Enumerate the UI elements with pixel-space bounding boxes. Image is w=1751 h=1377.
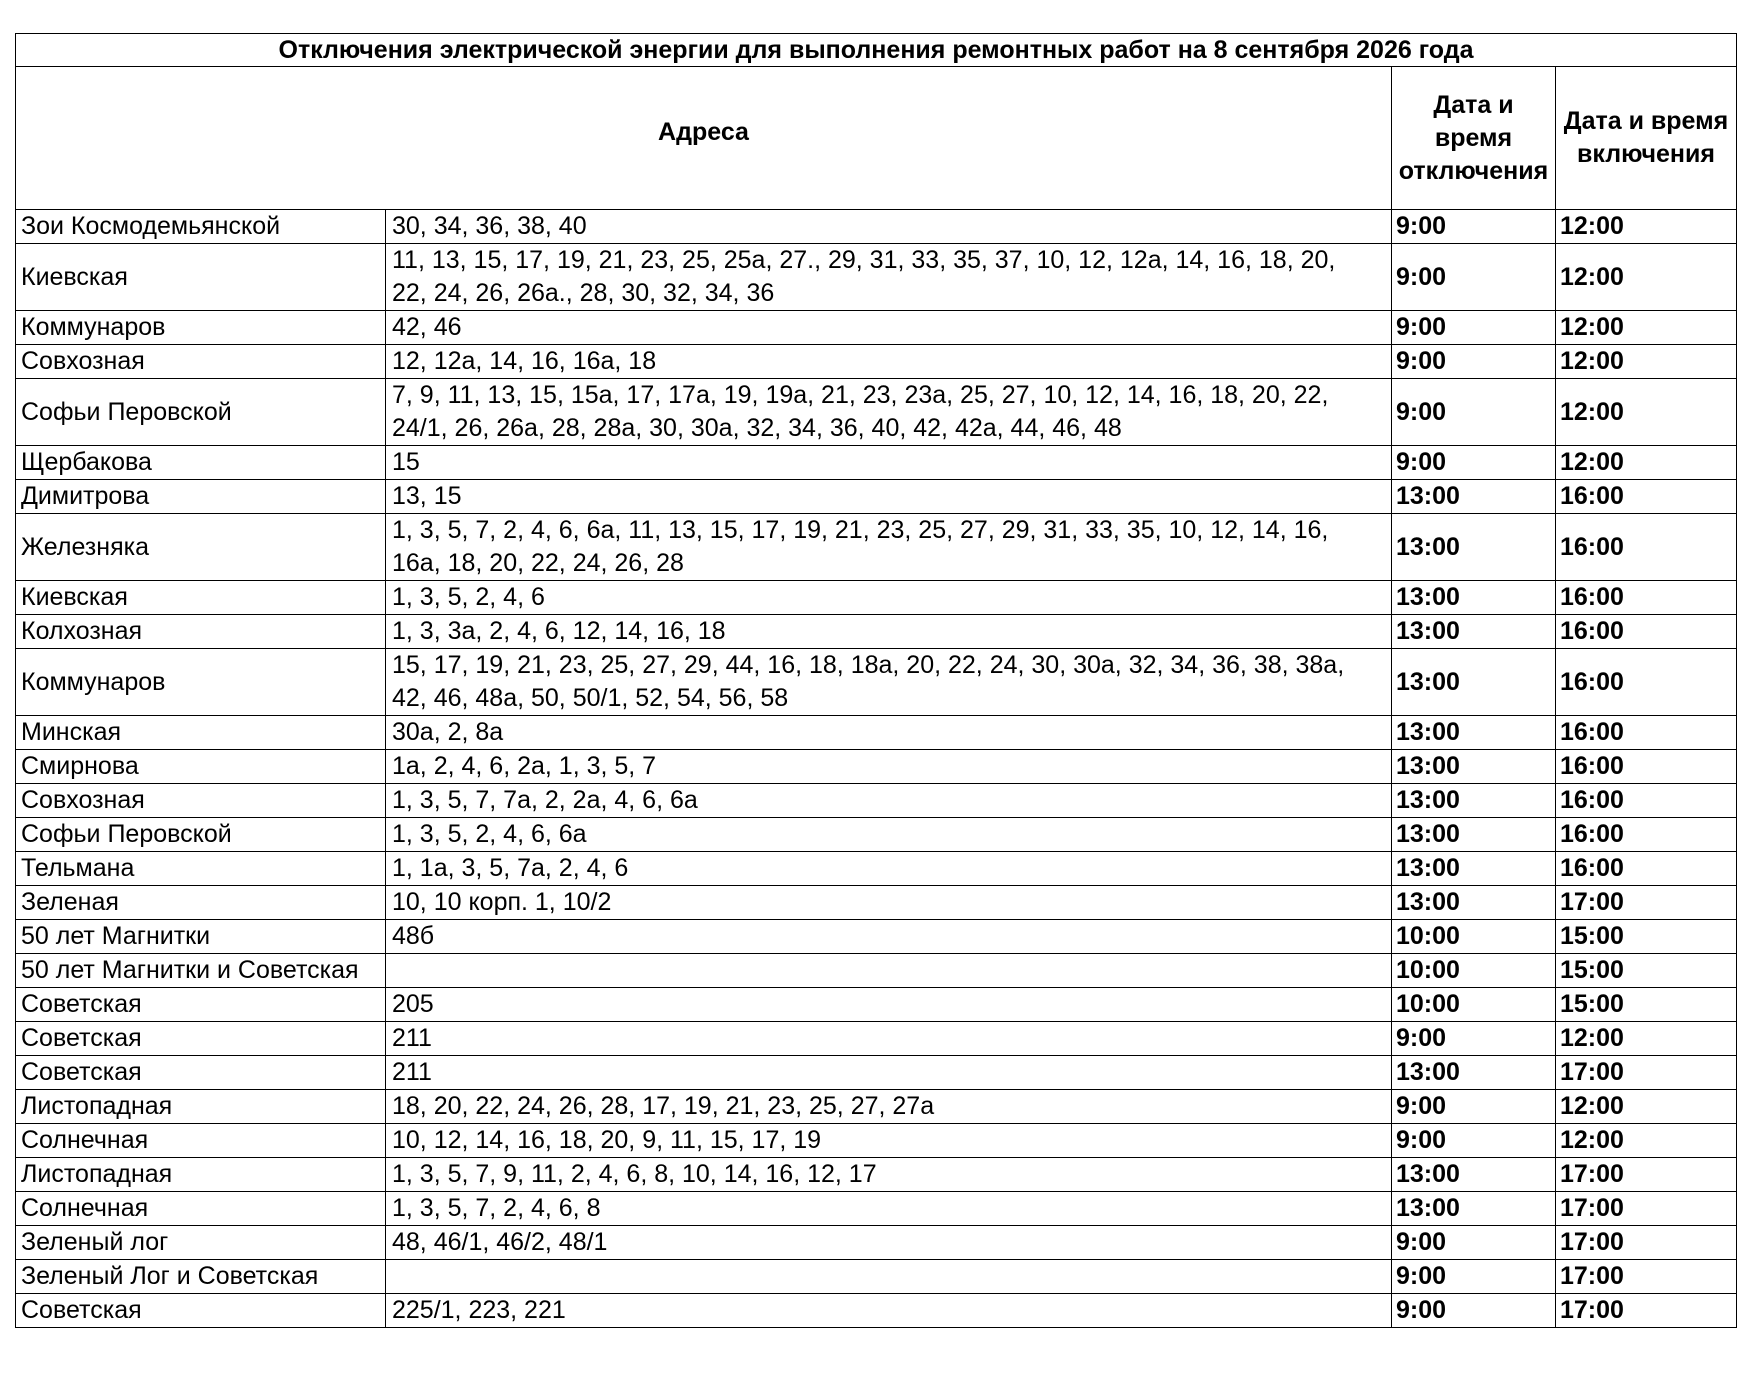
table-row (16, 311, 1737, 345)
street-cell: Зеленый лог (16, 1226, 386, 1260)
street-cell: Солнечная (16, 1192, 386, 1226)
header-off-time: Дата и время отключения (1392, 67, 1556, 210)
off-time-cell: 10:00 (1392, 988, 1556, 1022)
table-row (16, 750, 1737, 784)
off-time-cell: 10:00 (1392, 954, 1556, 988)
street-cell: Софьи Перовской (16, 818, 386, 852)
off-time-cell: 13:00 (1392, 1158, 1556, 1192)
off-time-cell: 13:00 (1392, 1056, 1556, 1090)
street-cell: Софьи Перовской (16, 379, 386, 446)
street-cell: Киевская (16, 244, 386, 311)
houses-cell: 10, 10 корп. 1, 10/2 (386, 886, 1392, 920)
houses-cell: 7, 9, 11, 13, 15, 15а, 17, 17а, 19, 19а, 21, 23, 23а, 25, 27, 10, 12, 14, 16, 18, 20, 22, 24/1, 26, 26а, 28, 28а, 30, 30а, 32, 34, 36, 40, 42, 42а, 44, 46, 48 (386, 379, 1392, 446)
houses-cell: 1, 1а, 3, 5, 7а, 2, 4, 6 (386, 852, 1392, 886)
houses-cell: 1, 3, 5, 2, 4, 6, 6а (386, 818, 1392, 852)
street-cell: Колхозная (16, 615, 386, 649)
street-cell: Киевская (16, 581, 386, 615)
on-time-cell: 15:00 (1556, 988, 1737, 1022)
on-time-cell: 12:00 (1556, 1090, 1737, 1124)
houses-cell: 42, 46 (386, 311, 1392, 345)
off-time-cell: 9:00 (1392, 1090, 1556, 1124)
off-time-cell: 9:00 (1392, 1260, 1556, 1294)
street-cell: Щербакова (16, 446, 386, 480)
title-row (16, 34, 1737, 67)
street-cell: Листопадная (16, 1090, 386, 1124)
houses-cell: 11, 13, 15, 17, 19, 21, 23, 25, 25а, 27., 29, 31, 33, 35, 37, 10, 12, 12а, 14, 16, 18, 20, 22, 24, 26, 26а., 28, 30, 32, 34, 36 (386, 244, 1392, 311)
houses-cell: 10, 12, 14, 16, 18, 20, 9, 11, 15, 17, 19 (386, 1124, 1392, 1158)
on-time-cell: 17:00 (1556, 1226, 1737, 1260)
table-row (16, 615, 1737, 649)
houses-cell: 18, 20, 22, 24, 26, 28, 17, 19, 21, 23, 25, 27, 27а (386, 1090, 1392, 1124)
street-cell: Коммунаров (16, 649, 386, 716)
on-time-cell: 16:00 (1556, 649, 1737, 716)
table-row (16, 1294, 1737, 1328)
table-row (16, 1090, 1737, 1124)
street-cell: Смирнова (16, 750, 386, 784)
houses-cell: 48б (386, 920, 1392, 954)
off-time-cell: 9:00 (1392, 345, 1556, 379)
off-time-cell: 9:00 (1392, 1294, 1556, 1328)
table-row (16, 1124, 1737, 1158)
off-time-cell: 13:00 (1392, 750, 1556, 784)
off-time-cell: 9:00 (1392, 244, 1556, 311)
street-cell: Зои Космодемьянской (16, 210, 386, 244)
table-row (16, 1056, 1737, 1090)
table-body (16, 210, 1737, 1328)
on-time-cell: 12:00 (1556, 345, 1737, 379)
on-time-cell: 16:00 (1556, 852, 1737, 886)
table-row (16, 1226, 1737, 1260)
table-row (16, 920, 1737, 954)
off-time-cell: 13:00 (1392, 886, 1556, 920)
off-time-cell: 13:00 (1392, 581, 1556, 615)
houses-cell: 13, 15 (386, 480, 1392, 514)
street-cell: Советская (16, 1294, 386, 1328)
street-cell: Коммунаров (16, 311, 386, 345)
on-time-cell: 17:00 (1556, 1056, 1737, 1090)
on-time-cell: 16:00 (1556, 750, 1737, 784)
table-row (16, 886, 1737, 920)
street-cell: Советская (16, 988, 386, 1022)
off-time-cell: 13:00 (1392, 716, 1556, 750)
houses-cell: 1, 3, 5, 7, 2, 4, 6, 8 (386, 1192, 1392, 1226)
houses-cell: 12, 12а, 14, 16, 16а, 18 (386, 345, 1392, 379)
table-row (16, 379, 1737, 446)
on-time-cell: 17:00 (1556, 1260, 1737, 1294)
on-time-cell: 15:00 (1556, 920, 1737, 954)
houses-cell: 30а, 2, 8а (386, 716, 1392, 750)
table-row (16, 244, 1737, 311)
table-row (16, 649, 1737, 716)
street-cell: Минская (16, 716, 386, 750)
off-time-cell: 9:00 (1392, 1022, 1556, 1056)
off-time-cell: 9:00 (1392, 1226, 1556, 1260)
on-time-cell: 12:00 (1556, 379, 1737, 446)
street-cell: 50 лет Магнитки и Советская (16, 954, 386, 988)
document-title: Отключения электрической энергии для выполнения ремонтных работ на 8 сентября 2026 года (16, 34, 1737, 67)
table-row (16, 716, 1737, 750)
table-row (16, 514, 1737, 581)
on-time-cell: 12:00 (1556, 446, 1737, 480)
off-time-cell: 13:00 (1392, 480, 1556, 514)
table-row (16, 1158, 1737, 1192)
header-on-time: Дата и время включения (1556, 67, 1737, 210)
table-row (16, 1260, 1737, 1294)
houses-cell: 211 (386, 1056, 1392, 1090)
street-cell: Тельмана (16, 852, 386, 886)
outage-table (15, 33, 1737, 1328)
off-time-cell: 9:00 (1392, 379, 1556, 446)
on-time-cell: 16:00 (1556, 581, 1737, 615)
street-cell: 50 лет Магнитки (16, 920, 386, 954)
houses-cell (386, 954, 1392, 988)
off-time-cell: 13:00 (1392, 784, 1556, 818)
table-row (16, 852, 1737, 886)
on-time-cell: 16:00 (1556, 514, 1737, 581)
on-time-cell: 17:00 (1556, 1192, 1737, 1226)
houses-cell: 1, 3, 5, 2, 4, 6 (386, 581, 1392, 615)
on-time-cell: 12:00 (1556, 1022, 1737, 1056)
houses-cell: 1, 3, 5, 7, 7а, 2, 2а, 4, 6, 6а (386, 784, 1392, 818)
street-cell: Листопадная (16, 1158, 386, 1192)
houses-cell: 205 (386, 988, 1392, 1022)
on-time-cell: 12:00 (1556, 244, 1737, 311)
houses-cell: 211 (386, 1022, 1392, 1056)
off-time-cell: 9:00 (1392, 210, 1556, 244)
street-cell: Советская (16, 1022, 386, 1056)
table-row (16, 1022, 1737, 1056)
off-time-cell: 13:00 (1392, 1192, 1556, 1226)
on-time-cell: 17:00 (1556, 1158, 1737, 1192)
header-row (16, 67, 1737, 210)
street-cell: Солнечная (16, 1124, 386, 1158)
table-row (16, 480, 1737, 514)
off-time-cell: 13:00 (1392, 818, 1556, 852)
on-time-cell: 12:00 (1556, 210, 1737, 244)
on-time-cell: 16:00 (1556, 615, 1737, 649)
on-time-cell: 12:00 (1556, 311, 1737, 345)
off-time-cell: 13:00 (1392, 514, 1556, 581)
header-addresses: Адреса (16, 67, 1392, 210)
table-row (16, 581, 1737, 615)
table-row (16, 818, 1737, 852)
street-cell: Советская (16, 1056, 386, 1090)
on-time-cell: 12:00 (1556, 1124, 1737, 1158)
table-row (16, 210, 1737, 244)
street-cell: Совхозная (16, 345, 386, 379)
on-time-cell: 15:00 (1556, 954, 1737, 988)
street-cell: Железняка (16, 514, 386, 581)
street-cell: Зеленая (16, 886, 386, 920)
table-row (16, 1192, 1737, 1226)
off-time-cell: 9:00 (1392, 311, 1556, 345)
houses-cell: 1, 3, 3а, 2, 4, 6, 12, 14, 16, 18 (386, 615, 1392, 649)
houses-cell: 48, 46/1, 46/2, 48/1 (386, 1226, 1392, 1260)
on-time-cell: 16:00 (1556, 784, 1737, 818)
off-time-cell: 13:00 (1392, 852, 1556, 886)
houses-cell: 1, 3, 5, 7, 9, 11, 2, 4, 6, 8, 10, 14, 16, 12, 17 (386, 1158, 1392, 1192)
on-time-cell: 17:00 (1556, 886, 1737, 920)
houses-cell: 225/1, 223, 221 (386, 1294, 1392, 1328)
on-time-cell: 17:00 (1556, 1294, 1737, 1328)
table-row (16, 345, 1737, 379)
houses-cell: 15 (386, 446, 1392, 480)
off-time-cell: 9:00 (1392, 1124, 1556, 1158)
houses-cell: 1, 3, 5, 7, 2, 4, 6, 6а, 11, 13, 15, 17, 19, 21, 23, 25, 27, 29, 31, 33, 35, 10, 12, 14, 16, 16а, 18, 20, 22, 24, 26, 28 (386, 514, 1392, 581)
off-time-cell: 13:00 (1392, 615, 1556, 649)
table-row (16, 446, 1737, 480)
houses-cell: 1а, 2, 4, 6, 2а, 1, 3, 5, 7 (386, 750, 1392, 784)
houses-cell: 30, 34, 36, 38, 40 (386, 210, 1392, 244)
table-row (16, 988, 1737, 1022)
on-time-cell: 16:00 (1556, 716, 1737, 750)
table-row (16, 954, 1737, 988)
off-time-cell: 13:00 (1392, 649, 1556, 716)
houses-cell: 15, 17, 19, 21, 23, 25, 27, 29, 44, 16, 18, 18а, 20, 22, 24, 30, 30а, 32, 34, 36, 38, 38а, 42, 46, 48а, 50, 50/1, 52, 54, 56, 58 (386, 649, 1392, 716)
on-time-cell: 16:00 (1556, 818, 1737, 852)
street-cell: Димитрова (16, 480, 386, 514)
street-cell: Зеленый Лог и Советская (16, 1260, 386, 1294)
houses-cell (386, 1260, 1392, 1294)
table-row (16, 784, 1737, 818)
off-time-cell: 9:00 (1392, 446, 1556, 480)
street-cell: Совхозная (16, 784, 386, 818)
on-time-cell: 16:00 (1556, 480, 1737, 514)
off-time-cell: 10:00 (1392, 920, 1556, 954)
